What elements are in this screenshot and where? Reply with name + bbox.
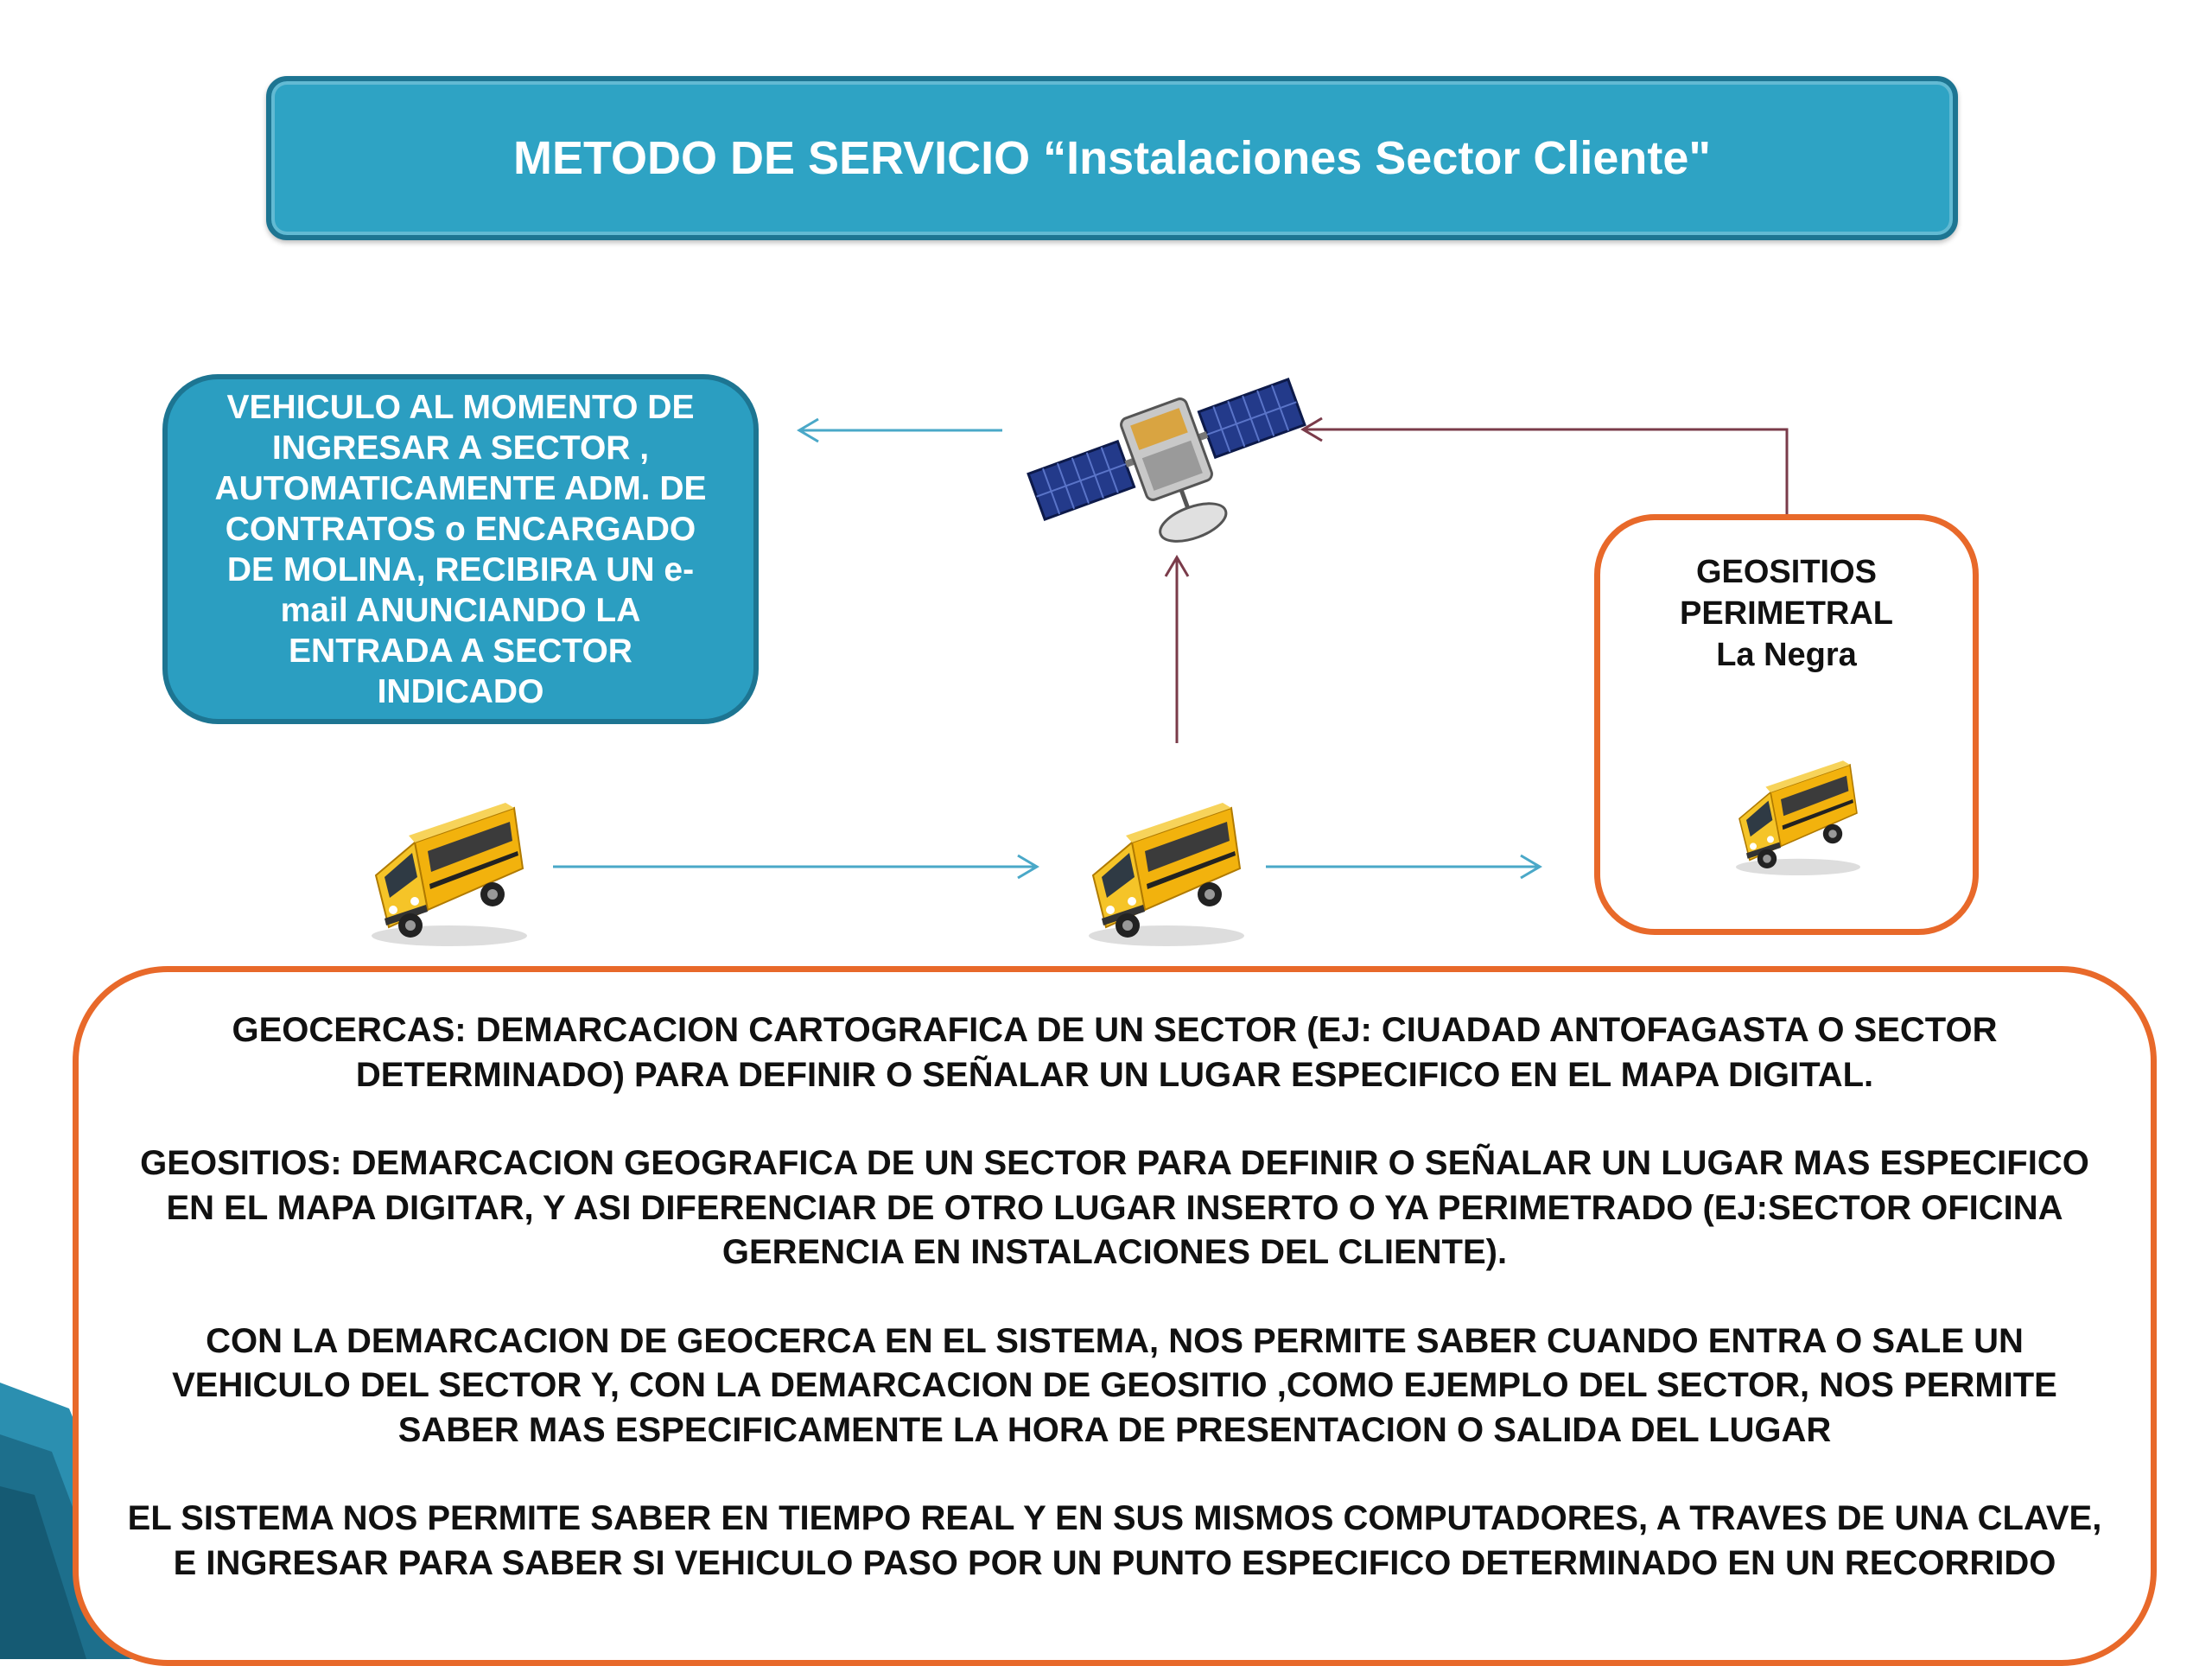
bus-icon bbox=[1089, 803, 1244, 946]
geositio-label: GEOSITIOS PERIMETRAL La Negra bbox=[1680, 554, 1893, 673]
arrow-geositio-to-satellite bbox=[1303, 429, 1787, 514]
paragraph-sistema: EL SISTEMA NOS PERMITE SABER EN TIEMPO REAL Y EN SUS MISMOS COMPUTADORES, A TRAVES DE UNA CLAVE, E INGRESAR PARA SABER SI VEHICULO PASO POR UN PUNTO ESPECIFICO DETERMINADO EN UN RECORRIDO bbox=[127, 1499, 2102, 1582]
definitions-box bbox=[73, 966, 2157, 1666]
page-title: METODO DE SERVICIO “Instalaciones Sector Cliente" bbox=[513, 132, 1711, 184]
satellite-icon bbox=[1022, 361, 1329, 584]
bus-icon bbox=[372, 803, 527, 946]
bus-icon bbox=[1736, 760, 1860, 875]
paragraph-geositios: GEOSITIOS: DEMARCACION GEOGRAFICA DE UN SECTOR PARA DEFINIR O SEÑALAR UN LUGAR MAS ESPECIFICO EN EL MAPA DIGITAR, Y ASI DIFERENCIAR DE OTRO LUGAR INSERTO O YA PERIMETRADO (EJ:SECTOR OFICINA GERENCIA EN INSTALACIONES DEL CLIENTE). bbox=[140, 1144, 2089, 1271]
paragraph-demarcacion: CON LA DEMARCACION DE GEOCERCA EN EL SISTEMA, NOS PERMITE SABER CUANDO ENTRA O SALE UN VEHICULO DEL SECTOR Y, CON LA DEMARCACION DE GEOSITIO ,COMO EJEMPLO DEL SECTOR, NOS PERMITE SABER MAS ESPECIFICAMENTE LA HORA DE PRESENTACION O SALIDA DEL LUGAR bbox=[172, 1321, 2057, 1449]
email-notice-text: VEHICULO AL MOMENTO DE INGRESAR A SECTOR , AUTOMATICAMENTE ADM. DE CONTRATOS o ENCARGADO DE MOLINA, RECIBIRA UN e- mail ANUNCIANDO LA ENTRADA A SECTOR INDICADO bbox=[214, 388, 707, 710]
paragraph-geocercas: GEOCERCAS: DEMARCACION CARTOGRAFICA DE UN SECTOR (EJ: CIUADAD ANTOFAGASTA O SECTOR DETERMINADO) PARA DEFINIR O SEÑALAR UN LUGAR ESPECIFICO EN EL MAPA DIGITAL. bbox=[232, 1011, 1998, 1094]
